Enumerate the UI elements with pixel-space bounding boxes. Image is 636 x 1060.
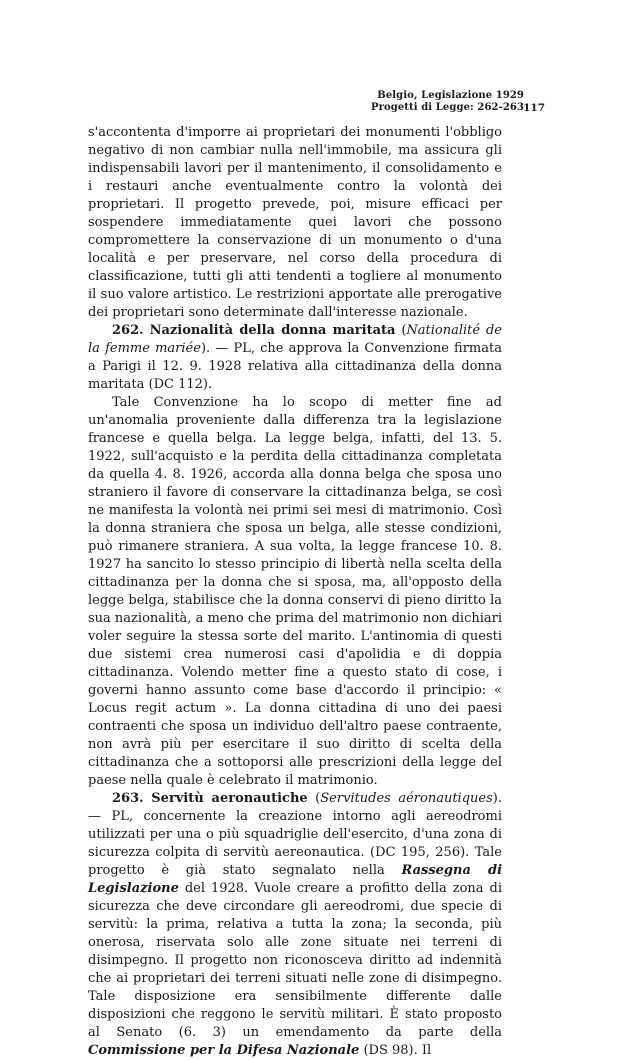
running-header <box>371 90 524 114</box>
section-title: Nazionalità della donna maritata <box>149 323 396 338</box>
section-french-title: Servitudes aéronautiques <box>320 791 493 806</box>
commissione-name: Commissione per la Difesa Nazionale <box>88 1043 360 1058</box>
section-263-heading <box>88 790 502 1060</box>
paragraph-convenzione: Tale Convenzione ha lo scopo di metter fine ad un'anomalia proveniente dalla differenza tra la legislazione francese e quella belga. La legge belga, infatti, del 13. 5. 1922, sull'acquisto e la perdita della cittadinanza completata da quella 4. 8. 1926, accorda alla donna belga che sposa uno straniero il favore di conservare la cittadinanza belga, se così ne manifesta la volontà nei primi sei mesi di matrimonio. Così la donna straniera che sposa un belga, alle stesse condizioni, può rimanere straniera. A sua volta, la legge francese 10. 8. 1927 ha sancito lo stesso principio di libertà nella scelta della cittadinanza per la donna che si sposa, ma, all'opposto della legge belga, stabilisce che la donna conservi di pieno diritto la sua nazionalità, a meno che prima del matrimonio non dichiari voler seguire la stessa sorte del marito. L'antinomia di questi due sistemi crea numerosi casi d'apolidia e di doppia cittadinanza. Volendo metter fine a questo stato di cose, i governi hanno assunto come base d'accordo il principio: « Locus regit actum ». La donna cittadina di uno dei paesi contraenti che sposa un individuo dell'altro paese contraente, non avrà più per esercitare il suo diritto di scelta della cittadinanza che a sottoporsi alle prescrizioni della legge del paese nella quale è celebrato il matrimonio. <box>88 395 502 788</box>
rassegna-title: Rassegna di Legislazione <box>88 863 503 896</box>
body-text <box>88 124 502 1060</box>
section-title: Servitù aeronautiche <box>151 791 308 806</box>
section-number: 263. <box>112 791 144 806</box>
section-text-2: del 1928. Vuole creare a profitto della zona di sicurezza che deve circondare gli aereodromi, due specie di servitù: la prima, relativa a tutta la zona; la seconda, più onerosa, riservata solo alle zone situate nei terreni di disimpegno. Il progetto non riconosceva diritto ad indennità che ai proprietari dei terreni situati nelle zone di disimpegno. Tale disposizione era sensibilmente differente dalle disposizioni che reggono le servitù militari. È stato proposto al Senato (6. 3) un emendamento da parte della <box>88 881 502 1040</box>
section-text-1: ). — PL, concernente la creazione intorno agli aereodromi utilizzati per una o più squadriglie dell'esercito, d'una zona di sicurezza colpita di servitù aereonautica. (DC 195, 256). Tale progetto è già stato segnalato nella <box>88 791 502 878</box>
section-text: ). — PL, che approva la Convenzione firmata a Parigi il 12. 9. 1928 relativa alla cittadinanza della donna maritata (DC 112). <box>88 341 502 392</box>
paragraph-continuation: s'accontenta d'imporre ai proprietari dei monumenti l'obbligo negativo di non cambiar nulla nell'immobile, ma assicura gli indispensabili lavori per il mantenimento, il consolidamento e i restauri anche eventualmente contro la volontà dei proprietari. Il progetto prevede, poi, misure efficaci per sospendere immediatamente quei lavori che possono compromettere la conservazione di un monumento o d'una località e per preservare, nel corso della procedura di classificazione, tutti gli atti tendenti a togliere al monumento il suo valore artistico. Le restrizioni apportate alle prerogative dei proprietari sono determinate dall'interesse nazionale. <box>88 125 502 320</box>
header-line-2: Progetti di Legge: 262-263 <box>370 102 524 113</box>
page-number: 117 <box>523 102 545 114</box>
header-line-1: Belgio, Legislazione 1929 <box>377 90 524 101</box>
section-french-title: Nationalité de la femme mariée <box>88 323 502 356</box>
section-262-heading <box>88 322 502 394</box>
section-text-3: (DS 98). Il <box>359 1043 432 1058</box>
section-paren: ( <box>307 791 321 806</box>
section-number: 262. <box>112 323 144 338</box>
section-paren: ( <box>395 323 407 338</box>
